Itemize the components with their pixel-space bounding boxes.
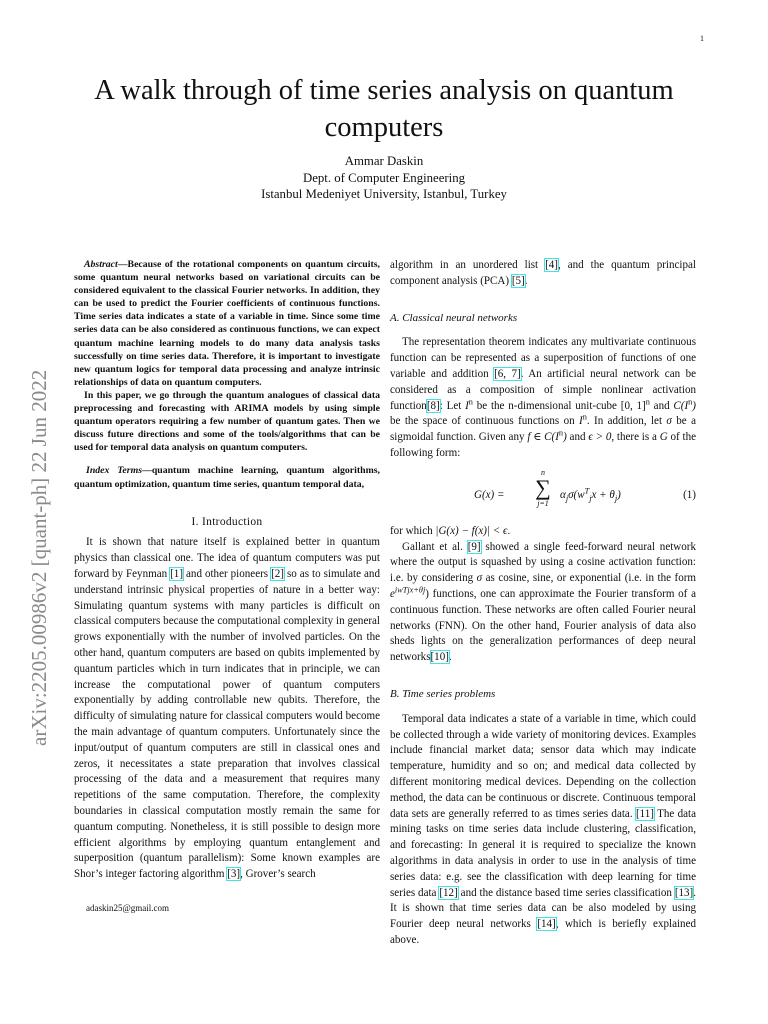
intro-paragraph: It is shown that nature itself is explained better in quantum physics than classical one. The idea of quantum computers was put forward by Feynman [1] and other pioneers [2] so as to simulate and understand intrinsic physical properties of nature in a better way: Simulating quantum systems with many particles is difficult on classical computers because the computational complexity in general grows exponentially with the number of involved particles. On the other hand, quantum computers are based on qubits implemented by quantum particles which in turn indicates that in principle, we can increase the computational power of quantum computers exponentially by adding controllable new qubits. Therefore, the difficulty of simulating nature for classical computers would become the main advantage of quantum computers. Unfortunately since the input/output of quantum computers are still in classical ones and zeros, it necessitates a state preparation that involves classical processing of the data and a measurement that requires many repetitions of the same computation. Therefore, the complexity boundaries in classical computation mostly remain the same for quantum computing. Nonetheless, it is still possible to design more efficient algorithms by employing quantum entanglement and superposition (quantum parallelism): Some known examples are Shor’s integer factoring algorithm [3], Grover’s search [74, 536, 380, 881]
footnote-email: adaskin25@gmail.com [86, 902, 170, 913]
index-terms-text: —quantum machine learning, quantum algorithms, quantum optimization, quantum time series, quantum temporal data, [74, 465, 380, 490]
citation-link[interactable]: [1] [170, 567, 184, 580]
classical-nn-paragraph: The representation theorem indicates any multivariate continuous function can be represented as a superposition of functions of one variable and addition [6, 7]. An artificial neural network can be considered as a composition of simple nonlinear activation function[8]: Let $I^n$ be the n-dimensional unit-cube [0, 1]$^n$ and $C(I^n)$ be the space of continuous functions on $I^n$. In addition, let σ be a sigmoidal function. Given any f ∈ $C(I^n)$ and ϵ > 0, there is a G of the following form: [390, 336, 697, 459]
abstract [74, 258, 380, 454]
index-terms [74, 464, 380, 490]
equation-number: (1) [683, 488, 696, 501]
abstract-label: Abstract [84, 259, 118, 270]
index-terms-label: Index Terms [86, 465, 143, 477]
citation-link[interactable]: [3] [227, 868, 241, 881]
left-column [74, 258, 380, 917]
citation-link[interactable]: [2] [271, 567, 284, 580]
abstract-p2: In this paper, we go through the quantum analogues of classical data preprocessing and forecasting with ARIMA models by using simple quantum operators requiring a few number of quantum gates. Then we discuss future directions and some of the tools/algorithms that can be used for temporal data analysis on quantum computers. [74, 389, 380, 454]
author-name: Ammar Daskin [344, 154, 424, 168]
paper-title: A walk through of time series analysis on quantum computers [94, 75, 674, 143]
page-number: 1 [700, 34, 704, 43]
equation-1 [390, 464, 696, 522]
equation-body: $\alpha_j\sigma(w^T_jx + \theta_j)$ [560, 486, 621, 503]
citation-link[interactable]: [4] [545, 259, 558, 271]
summation-symbol: n ∑ j=1 [535, 467, 551, 508]
citation-link[interactable]: [5] [511, 274, 525, 287]
citation-link[interactable]: [14] [537, 918, 556, 931]
continuation-paragraph: algorithm in an unordered list [4], and the quantum principal component analysis (PCA) [5]. [390, 259, 696, 287]
subsection-heading-time-series: B. Time series problems [390, 687, 496, 700]
citation-link[interactable]: [12] [439, 886, 458, 899]
section-heading-introduction: I. Introduction [191, 515, 263, 528]
after-equation-text: for which |G(x) − f(x)| < ϵ. [390, 524, 511, 537]
time-series-paragraph: Temporal data indicates a state of a variable in time, which could be collected through a wide variety of monitoring devices. Examples include financial market data; sensor data which may indicate temperature, humidity and so on; and medical data collected by different monitoring medical devices. Depending on the collection method, the data can be continuous or discrete. Continuous temporal data sets are generally referred to as times series data. [11] The data mining tasks on time series data include clustering, classification, and forecasting: In general it is required to specialize the known algorithms in data analysis in order to use in the analysis of time series data: e.g. see the classification with deep learning for time series data [12] and the distance based time series classification [13]. It is shown that time series data can be also modeled by using Fourier deep neural networks [14], which is beriefly explained above. [390, 712, 696, 946]
abstract-p1: —Because of the rotational components on quantum circuits, some quantum neural networks based on variational circuits can be considered equivalent to the classical Fourier networks. In addition, they can be used to predict the Fourier coefficients of continuous functions. Time series data indicates a state of a variable in time. Since some time series data can be also considered as continuous functions, we can expect quantum machine learning models to do many data analysis tasks successfully on time series data. Therefore, it is important to investigate new quantum logics for temporal data processing and analyze intrinsic relationships of data on quantum computers. [74, 259, 380, 388]
citation-link[interactable]: [11] [635, 807, 654, 820]
right-column [390, 258, 696, 949]
subsection-heading-classical-nn: A. Classical neural networks [390, 311, 518, 324]
equation-lhs: G(x) = [474, 488, 505, 501]
citation-link[interactable]: [9] [467, 540, 481, 553]
citation-link[interactable]: [8] [426, 399, 440, 412]
arxiv-stamp-text: arXiv:2205.00986v2 [quant-ph] 22 Jun 2022 [27, 369, 51, 746]
arxiv-stamp [2, 268, 64, 748]
citation-link[interactable]: [13] [674, 886, 694, 899]
citation-link[interactable]: [10] [430, 651, 449, 664]
author-block [40, 153, 728, 203]
citation-link[interactable]: [6, 7] [494, 367, 521, 380]
author-dept: Dept. of Computer Engineering [302, 170, 466, 185]
author-affiliation: Istanbul Medeniyet University, Istanbul, Turkey [261, 187, 507, 201]
fourier-nn-paragraph: Gallant et al. [9] showed a single feed-forward neural network where the output is squashed by using a cosine activation function: i.e. by considering σ as cosine, sine, or exponential (i.e. in the form $e^{iwTjx+\theta j}$) functions, one can approximate the Fourier transform of a continuous function. These networks are often called Fourier neural networks (FNN). On the other hand, Fourier analysis of data also sheds lights on the generalization performances of deep neural networks[10]. [390, 540, 696, 664]
